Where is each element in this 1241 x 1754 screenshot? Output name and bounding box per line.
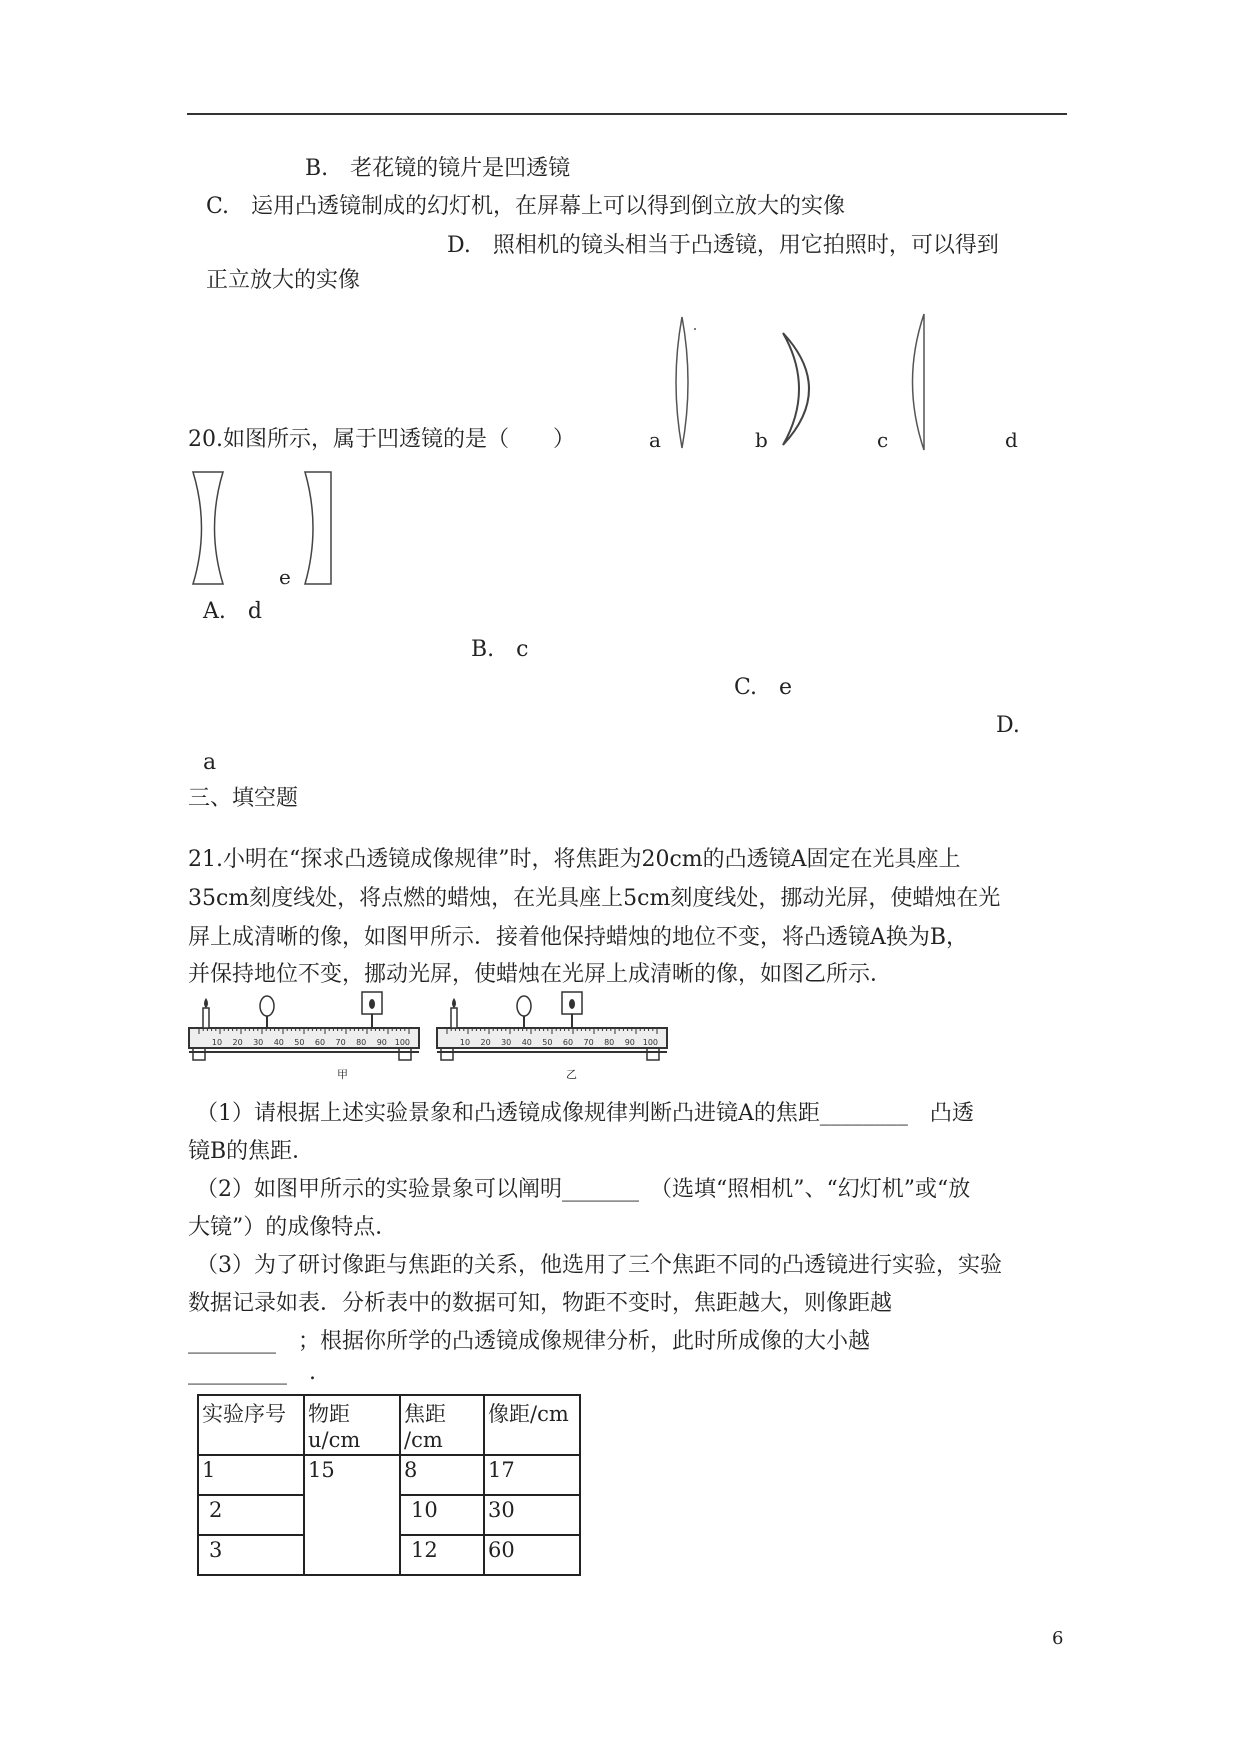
header-f-line2: /cm — [404, 1428, 443, 1452]
bench-foot — [441, 1048, 453, 1060]
scale-number: 60 — [562, 1038, 574, 1047]
scale-number: 30 — [501, 1038, 512, 1047]
header-u-line2: u/cm — [308, 1428, 361, 1452]
q21-line2: 35cm刻度线处，将点燃的蜡烛，在光具座上5cm刻度线处，挪动光屏，使蜡烛在光 — [188, 886, 1001, 911]
scale-number: 70 — [335, 1038, 346, 1047]
header-f-line1: 焦距 — [404, 1402, 446, 1426]
option-d-line2: 正立放大的实像 — [206, 268, 361, 293]
screen-image — [569, 999, 575, 1009]
q21-part3-a: （3）为了研讨像距与焦距的关系，他选用了三个焦距不同的凸透镜进行实验，实验 — [196, 1253, 1002, 1278]
cell-v: 17 — [484, 1455, 580, 1495]
lens — [260, 996, 274, 1016]
cell-f: 12 — [400, 1535, 484, 1575]
q21-part2-a: （2）如图甲所示的实验景象可以阐明_______ （选填“照相机”、“幻灯机”或“放 — [196, 1177, 971, 1202]
cell-no: 3 — [198, 1535, 304, 1575]
figure-label-jia: 甲 — [337, 1068, 348, 1081]
q20-stem: 20.如图所示，属于凹透镜的是（ ） — [188, 427, 575, 452]
header-rule — [187, 113, 1067, 115]
scale-number: 40 — [273, 1038, 284, 1047]
page-number: 6 — [1052, 1628, 1064, 1649]
scale-number: 80 — [604, 1038, 615, 1047]
scale-number: 50 — [294, 1038, 305, 1047]
lens-label-b: b — [755, 428, 768, 452]
screen-image — [369, 999, 375, 1009]
cell-v: 30 — [484, 1495, 580, 1535]
figure-label-yi: 乙 — [566, 1068, 577, 1081]
scale-number: 70 — [583, 1038, 594, 1047]
table-header-cell — [400, 1395, 484, 1455]
scale-number: 10 — [211, 1038, 223, 1047]
scale-number: 90 — [376, 1038, 387, 1047]
q21-part3-c: ________ ；根据你所学的凸透镜成像规律分析，此时所成像的大小越 — [188, 1329, 871, 1354]
q20-option-a: A. d — [203, 599, 262, 624]
q20-option-d: D. — [996, 713, 1020, 738]
scale-number: 100 — [642, 1038, 659, 1047]
q21-line1: 21.小明在“探求凸透镜成像规律”时，将焦距为20cm的凸透镜A固定在光具座上 — [188, 847, 961, 872]
lens-label-d: d — [1005, 428, 1018, 452]
q21-line3: 屏上成清晰的像，如图甲所示．接着他保持蜡烛的地位不变，将凸透镜A换为B， — [188, 925, 969, 950]
q21-part1-b: 镜B的焦距． — [188, 1139, 315, 1164]
cell-no: 1 — [198, 1455, 304, 1495]
table-header-cell — [484, 1395, 580, 1455]
bench-foot — [193, 1048, 205, 1060]
q21-line4: 并保持地位不变，挪动光屏，使蜡烛在光屏上成清晰的像，如图乙所示． — [188, 962, 893, 987]
q21-part3-b: 数据记录如表．分析表中的数据可知，物距不变时，焦距越大，则像距越 — [188, 1291, 893, 1316]
scale-number: 80 — [356, 1038, 367, 1047]
cell-u: 15 — [304, 1455, 400, 1575]
q21-part2-b: 大镜”）的成像特点． — [188, 1215, 398, 1240]
scale-number: 20 — [480, 1038, 491, 1047]
q20-option-d-value: a — [203, 750, 217, 775]
lens-c-figure — [905, 312, 929, 452]
table-header-cell — [198, 1395, 304, 1455]
option-c: C. 运用凸透镜制成的幻灯机，在屏幕上可以得到倒立放大的实像 — [206, 194, 846, 219]
lens-e-figure — [301, 470, 335, 586]
bench-foot — [399, 1048, 411, 1060]
candle — [203, 1008, 209, 1028]
scale-number: 20 — [232, 1038, 243, 1047]
header-u-line1: 物距 — [308, 1402, 350, 1426]
cell-no: 2 — [198, 1495, 304, 1535]
header-no: 实验序号 — [202, 1402, 286, 1426]
optical-bench-figures — [187, 990, 687, 1090]
cell-f: 10 — [400, 1495, 484, 1535]
lens-label-a: a — [649, 428, 661, 452]
lens — [517, 996, 531, 1016]
q20-option-c: C. e — [734, 675, 793, 700]
scale-number: 40 — [521, 1038, 532, 1047]
scale-number: 10 — [459, 1038, 471, 1047]
lens-a-figure — [668, 315, 698, 450]
scale-number: 100 — [394, 1038, 411, 1047]
lens-label-e: e — [279, 565, 291, 589]
q21-part3-d: _________ . — [188, 1360, 316, 1385]
section-heading: 三、填空题 — [188, 786, 299, 811]
candle-flame — [452, 998, 456, 1008]
candle — [451, 1008, 457, 1028]
scale-number: 30 — [253, 1038, 264, 1047]
cell-v: 60 — [484, 1535, 580, 1575]
header-v: 像距/cm — [488, 1402, 569, 1426]
option-b: B. 老花镜的镜片是凹透镜 — [305, 156, 571, 181]
lens-label-c: c — [877, 428, 889, 452]
table-row — [198, 1455, 580, 1495]
experiment-table — [197, 1394, 581, 1576]
q20-option-b: B. c — [471, 637, 529, 662]
scale-number: 90 — [624, 1038, 635, 1047]
table-header-row — [198, 1395, 580, 1455]
lens-b-figure — [780, 330, 825, 448]
option-d-line1: D. 照相机的镜头相当于凸透镜，用它拍照时，可以得到 — [447, 233, 999, 258]
table-header-cell — [304, 1395, 400, 1455]
bench-foot — [647, 1048, 659, 1060]
scale-number: 50 — [542, 1038, 553, 1047]
scale-number: 60 — [314, 1038, 326, 1047]
lens-d-figure — [190, 470, 226, 586]
cell-f: 8 — [400, 1455, 484, 1495]
candle-flame — [204, 998, 208, 1008]
q21-part1-a: （1）请根据上述实验景象和凸透镜成像规律判断凸进镜A的焦距________ 凸透 — [196, 1101, 974, 1126]
